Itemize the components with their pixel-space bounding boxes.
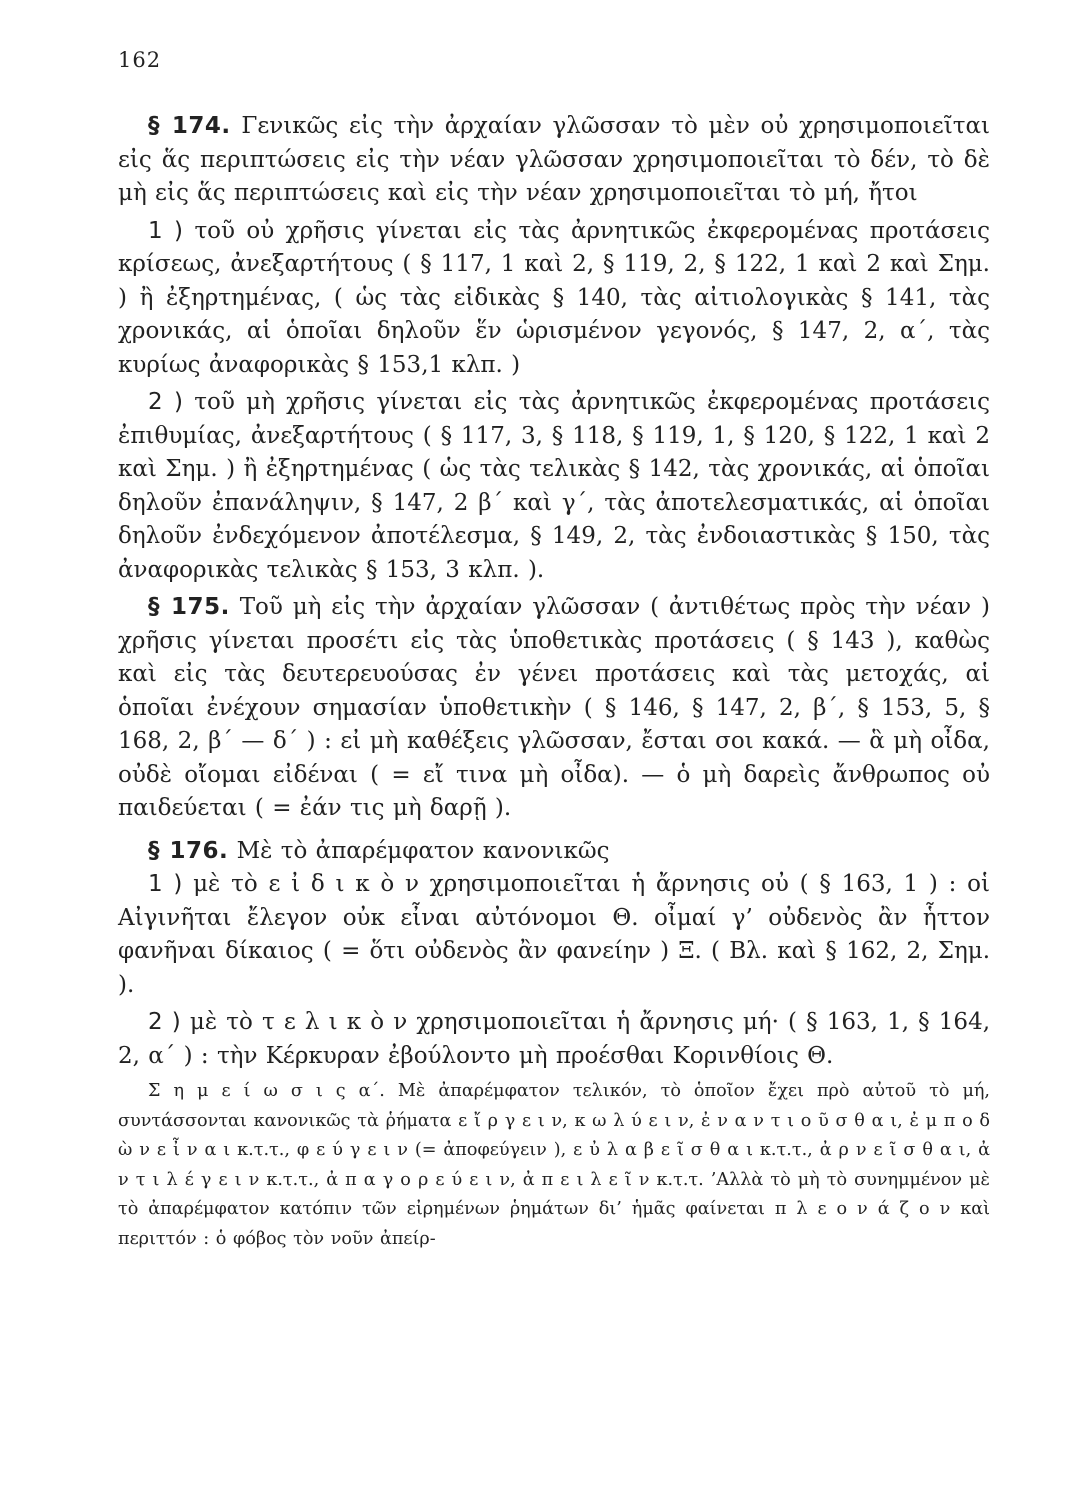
paragraph-174-text: Γενικῶς εἰς τὴν ἀρχαίαν γλῶσσαν τὸ μὲν οὐ χρησιμοποιεῖται εἰς ἅς περιπτώσεις εἰς τὴν νέαν γλῶσσαν χρησιμοποιεῖται τὸ δέν, τὸ δὲ μὴ εἰς ἅς περιπτώσεις καὶ εἰς τὴν νέαν χρησιμοποιεῖται τὸ μή, ἤτοι [118, 113, 991, 206]
paragraph-174-item-2 [118, 386, 990, 587]
page-number: 162 [118, 48, 162, 72]
item-number: 1 ) [148, 217, 184, 244]
footnote-text: Μὲ ἀπαρέμφατον τελικόν, τὸ ὁποῖον ἔχει πρὸ αὐτοῦ τὸ μή, συντάσσονται κανονικῶς τὰ ῥήματα ε ἴ ρ γ ε ι ν, κ ω λ ύ ε ι ν, ἐ ν α ν τ ι ο ῦ σ θ α ι, ἐ μ π ο δ ὼ ν ε ἶ ν α ι κ.τ.τ., φ ε ύ γ ε ι ν (= ἀποφεύγειν ), ε ὐ λ α β ε ῖ σ θ α ι κ.τ.τ., ἀ ρ ν ε ῖ σ θ α ι, ἀ ν τ ι λ έ γ ε ι ν κ.τ.τ., ἀ π α γ ο ρ ε ύ ε ι ν, ἀ π ε ι λ ε ῖ ν κ.τ.τ. ’Αλλὰ τὸ μὴ τὸ συνημμένον μὲ τὸ ἀπαρέμφατον κατόπιν τῶν εἰρημένων ῥημάτων δι’ ἡμᾶς φαίνεται π λ ε ο ν ά ζ ο ν καὶ περιττόν : ὁ φόβος τὸν νοῦν ἀπείρ- [118, 1081, 991, 1249]
section-number-174: § 174. [148, 113, 231, 139]
paragraph-174 [118, 110, 990, 211]
paragraph-176-item-2 [118, 1006, 990, 1073]
item-text: τοῦ οὐ χρῆσις γίνεται εἰς τὰς ἀρνητικῶς ἐκφερομένας προτάσεις κρίσεως, ἀνεξαρτήτους ( § 117, 1 καὶ 2, § 119, 2, § 122, 1 καὶ 2 καὶ Σημ. ) ἢ ἐξηρτημένας, ( ὡς τὰς εἰδικὰς § 140, τὰς αἰτιολογικὰς § 141, τὰς χρονικάς, αἱ ὁποῖαι δηλοῦν ἕν ὡρισμένον γεγονός, § 147, 2, α΄, τὰς κυρίως ἀναφορικὰς § 153,1 κλπ. ) [118, 217, 990, 378]
section-number-176: § 176. [148, 837, 229, 864]
item-text: τοῦ μὴ χρῆσις γίνεται εἰς τὰς ἀρνητικῶς ἐκφερομένας προτάσεις ἐπιθυμίας, ἀνεξαρτήτους ( § 117, 3, § 118, § 119, 1, § 120, § 122, 1 καὶ 2 καὶ Σημ. ) ἢ ἐξηρτημένας ( ὡς τὰς τελικὰς § 142, τὰς χρονικάς, αἱ ὁποῖαι δηλοῦν ἐπανάληψιν, § 147, 2 β΄ καὶ γ΄, τὰς ἀποτελεσματικάς, αἱ ὁποῖαι δηλοῦν ἐνδεχόμενον ἀποτέλεσμα, § 149, 2, τὰς ἐνδοιαστικὰς § 150, τὰς ἀναφορικὰς τελικὰς § 153, 3 κλπ. ). [118, 389, 991, 583]
paragraph-176 [118, 835, 990, 869]
item-number: 2 ) [148, 1009, 181, 1035]
footnote-label: Σ η μ ε ί ω σ ι ς α΄. [148, 1081, 385, 1101]
footnote [118, 1077, 990, 1254]
item-number: 1 ) [148, 871, 183, 897]
item-number: 2 ) [148, 389, 183, 415]
paragraph-176-item-1 [118, 868, 990, 1002]
item-text: μὲ τὸ τ ε λ ι κ ὸ ν χρησιμοποιεῖται ἡ ἄρνησις μή· ( § 163, 1, § 164, 2, α΄ ) : τὴν Κέρκυραν ἐβούλοντο μὴ προέσθαι Κορινθίοις Θ. [118, 1009, 991, 1069]
item-text: μὲ τὸ ε ἰ δ ι κ ὸ ν χρησιμοποιεῖται ἡ ἄρνησις οὐ ( § 163, 1 ) : οἱ Αἰγινῆται ἔλεγον οὐκ εἶναι αὐτόνομοι Θ. οἶμαί γ’ οὐδενὸς ἂν ἧττον φανῆναι δίκαιος ( = ὅτι οὐδενὸς ἂν φανείην ) Ξ. ( Βλ. καὶ § 162, 2, Σημ. ). [118, 871, 990, 998]
paragraph-174-item-1 [118, 215, 990, 383]
paragraph-175 [118, 591, 990, 826]
paragraph-176-text: Μὲ τὸ ἀπαρέμφατον κανονικῶς [236, 837, 610, 864]
section-number-175: § 175. [148, 594, 230, 620]
page-body [118, 110, 990, 1254]
paragraph-175-text: Τοῦ μὴ εἰς τὴν ἀρχαίαν γλῶσσαν ( ἀντιθέτως πρὸς τὴν νέαν ) χρῆσις γίνεται προσέτι εἰς τὰς ὑποθετικὰς προτάσεις ( § 143 ), καθὼς καὶ εἰς τὰς δευτερευούσας ἐν γένει προτάσεις καὶ τὰς μετοχάς, αἱ ὁποῖαι ἐνέχουν σημασίαν ὑποθετικὴν ( § 146, § 147, 2, β΄, § 153, 5, § 168, 2, β΄ — δ΄ ) : εἰ μὴ καθέξεις γλῶσσαν, ἔσται σοι κακά. — ἃ μὴ οἶδα, οὐδὲ οἴομαι εἰδέναι ( = εἴ τινα μὴ οἶδα). — ὁ μὴ δαρεὶς ἄνθρωπος οὐ παιδεύεται ( = ἐάν τις μὴ δαρῇ ). [118, 594, 990, 821]
